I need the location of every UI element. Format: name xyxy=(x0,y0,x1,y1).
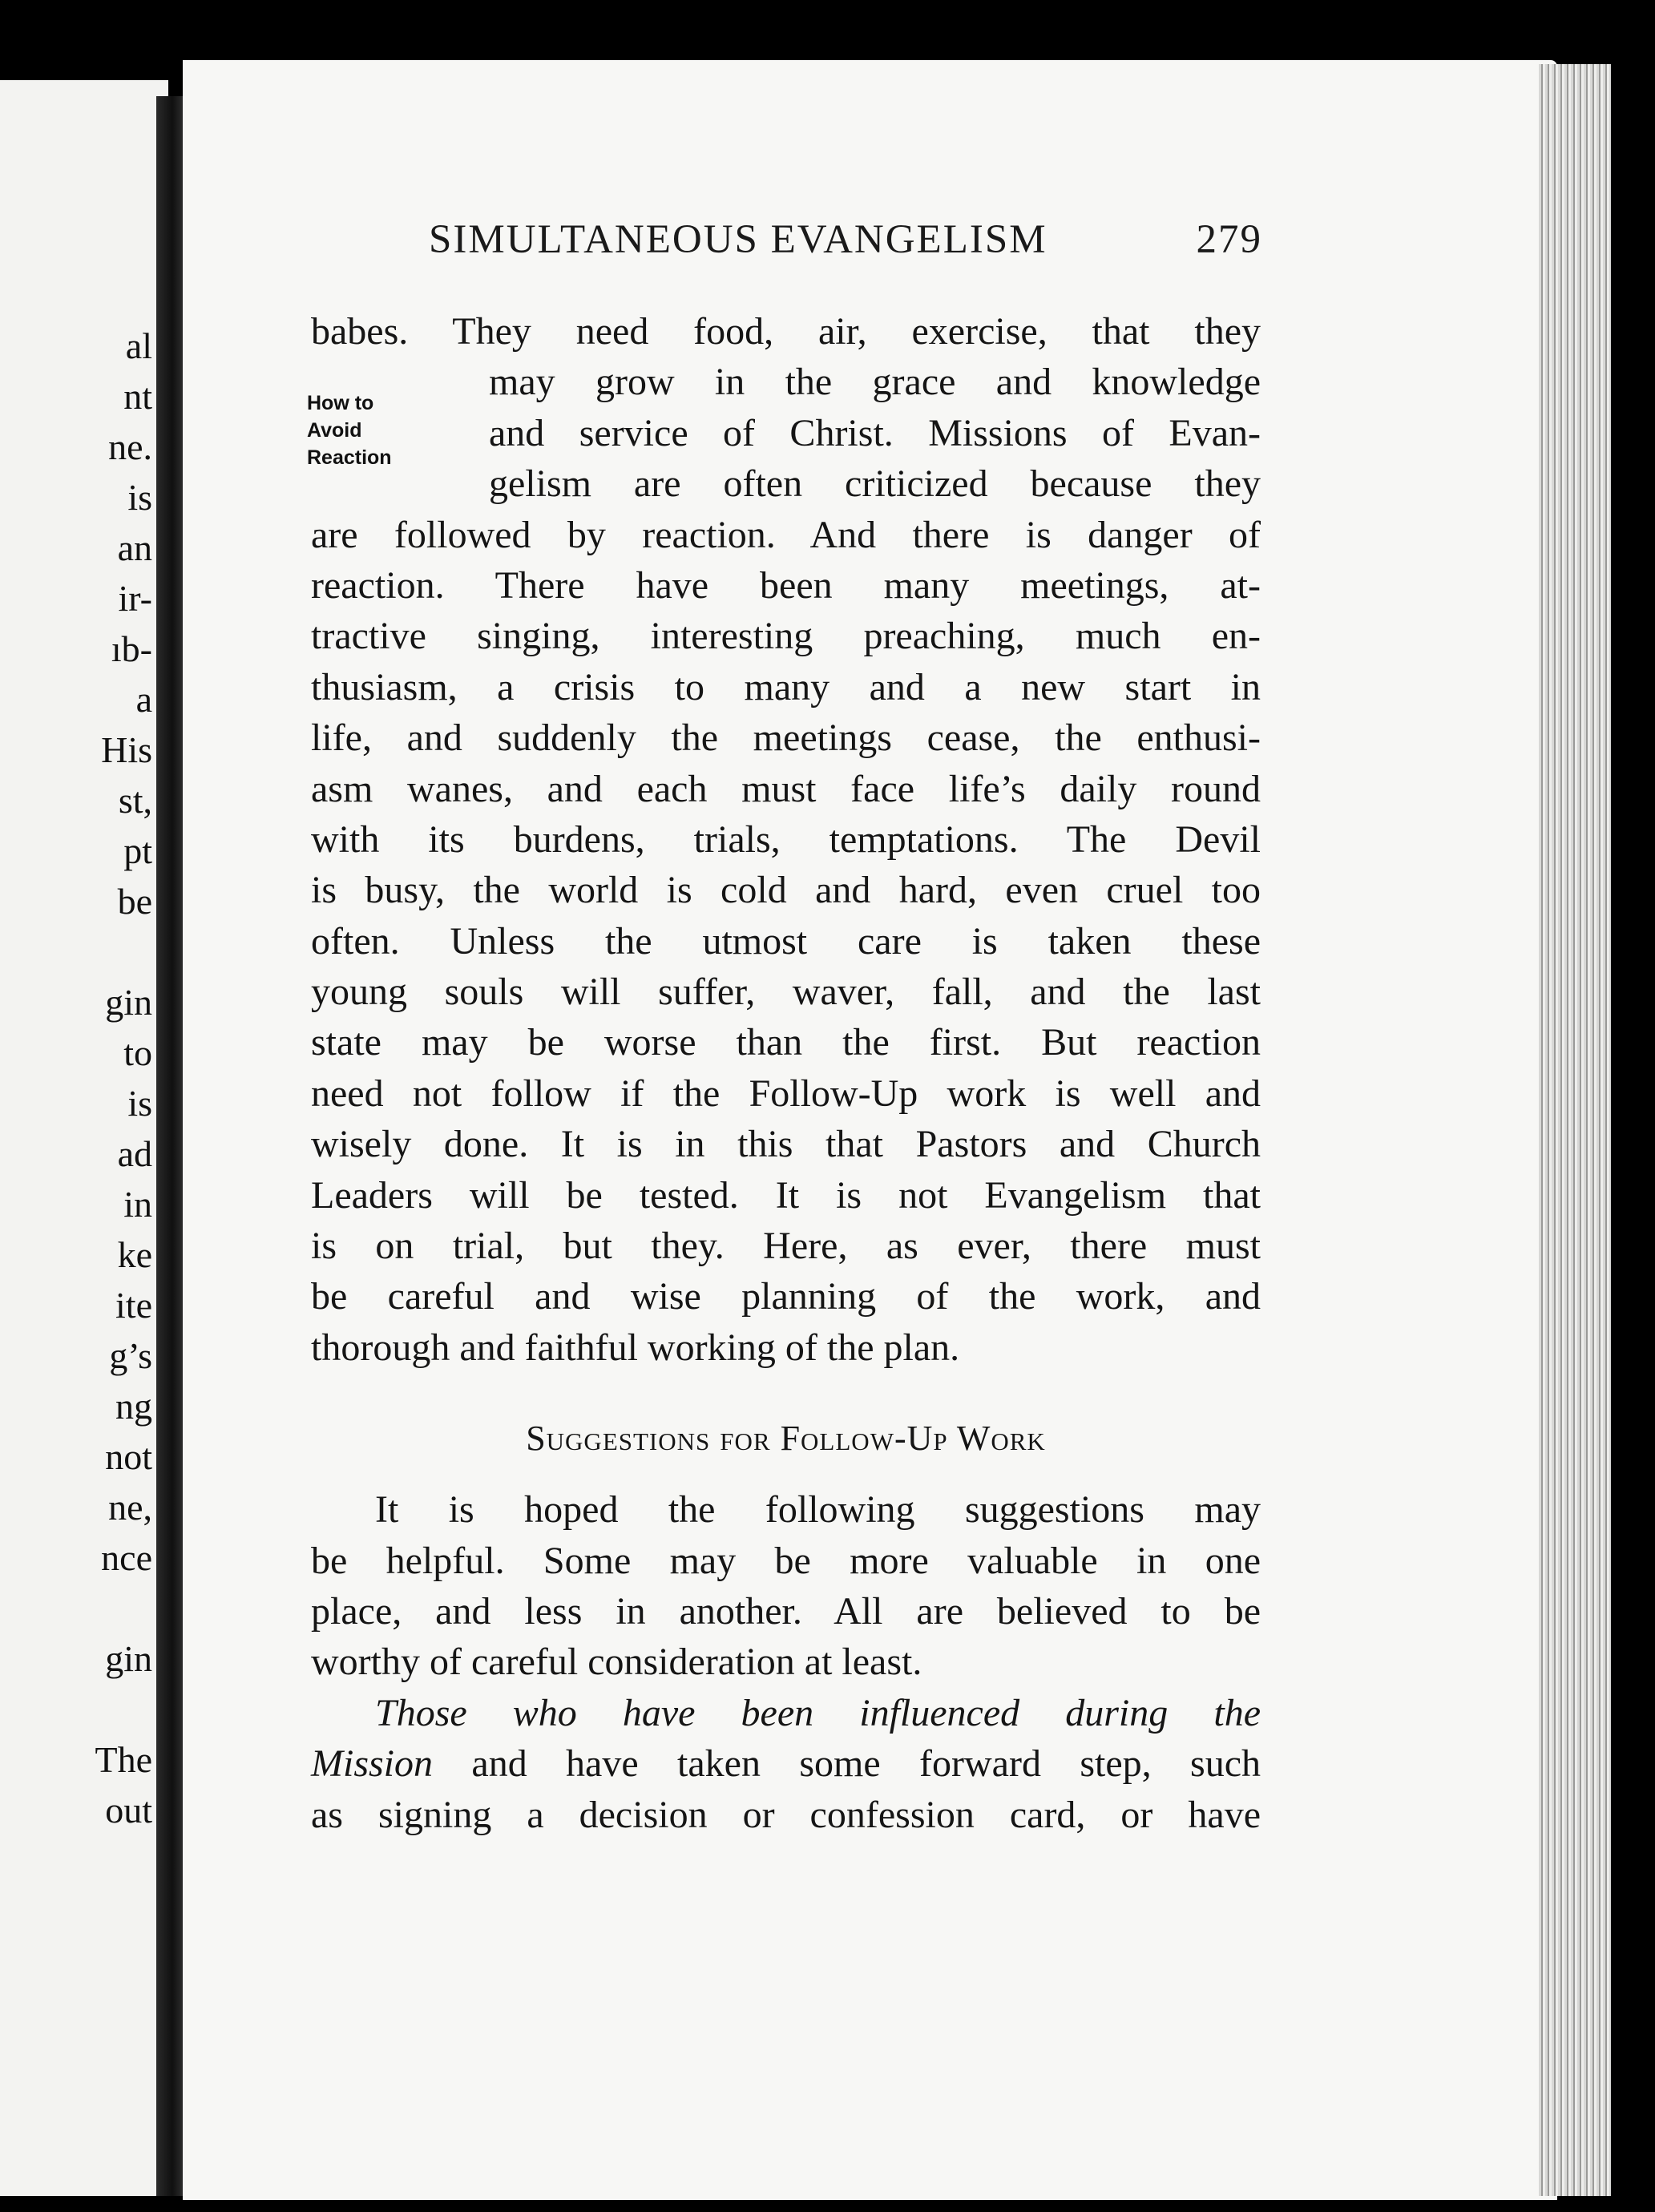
facing-page-fragment xyxy=(0,1583,152,1633)
facing-page-fragment: out xyxy=(105,1790,152,1831)
facing-page-fragment: ne. xyxy=(108,426,152,467)
facing-page-fragment: gin xyxy=(105,982,152,1023)
facing-page-fragment: an xyxy=(117,527,152,568)
text-line: reaction. There have been many meetings, at- xyxy=(311,563,1261,607)
facing-page-fragment: His xyxy=(101,729,152,770)
text-line: as signing a decision or confession card, or have xyxy=(311,1793,1261,1836)
facing-page-fragment xyxy=(0,1684,152,1734)
text-line: is on trial, but they. Here, as ever, there must xyxy=(311,1225,1261,1268)
italic-word: Mission xyxy=(311,1742,434,1786)
section-heading: Suggestions for Follow-Up Work xyxy=(526,1419,1046,1459)
text-line: Leaders will be tested. It is not Evangelism that xyxy=(311,1173,1261,1217)
facing-page-fragment: nt xyxy=(123,376,152,417)
facing-page-fragment: ıb- xyxy=(111,628,152,669)
text-line: place, and less in another. All are believed to be xyxy=(311,1589,1261,1633)
margin-note-line: Reaction xyxy=(307,446,392,469)
text-line: with its burdens, trials, temptations. The Devil xyxy=(311,817,1261,861)
text-line: tractive singing, interesting preaching, much en- xyxy=(311,615,1261,658)
text-line xyxy=(311,1738,1261,1789)
text-line: state may be worse than the first. But reaction xyxy=(311,1021,1261,1064)
facing-page-fragment xyxy=(0,926,152,977)
facing-page-fragment: pt xyxy=(123,830,152,871)
margin-note-line: How to xyxy=(307,392,374,414)
text-line: often. Unless the utmost care is taken these xyxy=(311,919,1261,963)
text-line: life, and suddenly the meetings cease, the enthusi- xyxy=(311,716,1261,760)
text-line: need not follow if the Follow-Up work is well and xyxy=(311,1072,1261,1115)
facing-page-fragment: ad xyxy=(117,1133,152,1174)
running-head-title: SIMULTANEOUS EVANGELISM xyxy=(429,217,1047,262)
text-run: and have taken some forward step, such xyxy=(433,1742,1261,1786)
facing-page-fragment: al xyxy=(125,325,152,366)
facing-page-fragment: a xyxy=(135,679,152,720)
page-number: 279 xyxy=(1196,217,1262,262)
text-line: thorough and faithful working of the plan. xyxy=(311,1326,960,1369)
facing-page-fragment: to xyxy=(123,1032,152,1073)
margin-note-line: Avoid xyxy=(307,419,362,442)
text-line: asm wanes, and each must face life’s daily round xyxy=(311,767,1261,810)
facing-page-fragment: st, xyxy=(118,780,152,821)
facing-page-fragment: gin xyxy=(105,1638,152,1679)
facing-page-fragment: g’s xyxy=(109,1335,152,1376)
text-line: young souls will suffer, waver, fall, and the last xyxy=(311,971,1261,1014)
facing-page-fragment: ir- xyxy=(118,578,152,619)
facing-page-fragment: nce xyxy=(101,1537,152,1578)
facing-page-fragment: is xyxy=(127,1083,152,1124)
facing-page-fragment: ke xyxy=(117,1234,152,1275)
text-line xyxy=(311,1688,1261,1738)
text-line: are followed by reaction. And there is danger of xyxy=(311,513,1261,556)
facing-page-fragment: is xyxy=(127,477,152,518)
text-line: is busy, the world is cold and hard, even cruel too xyxy=(311,869,1261,912)
text-line: be careful and wise planning of the work, and xyxy=(311,1275,1261,1318)
facing-page-text-fragments xyxy=(0,321,152,1835)
text-line: worthy of careful consideration at least. xyxy=(311,1641,922,1684)
facing-page-fragment: be xyxy=(117,881,152,922)
text-line: It is hoped the following suggestions may xyxy=(375,1488,1261,1532)
text-line: may grow in the grace and knowledge xyxy=(489,361,1261,404)
facing-page-fragment: The xyxy=(95,1739,152,1780)
page-edges xyxy=(1539,64,1611,2196)
facing-page-fragment: ne, xyxy=(108,1487,152,1528)
text-line: and service of Christ. Missions of Evan- xyxy=(489,411,1261,454)
text-line: thusiasm, a crisis to many and a new start in xyxy=(311,665,1261,708)
facing-page-fragment: ite xyxy=(115,1285,152,1326)
text-line: gelism are often criticized because they xyxy=(489,462,1261,506)
facing-page-fragment: in xyxy=(123,1184,152,1225)
text-line: be helpful. Some may be more valuable in one xyxy=(311,1539,1261,1582)
text-line: babes. They need food, air, exercise, that they xyxy=(311,310,1261,353)
text-line: wisely done. It is in this that Pastors and Church xyxy=(311,1123,1261,1166)
italic-phrase: Those who have been influenced during the xyxy=(375,1691,1261,1734)
facing-page-fragment: not xyxy=(105,1436,152,1477)
facing-page-fragment: ng xyxy=(115,1386,152,1427)
body-text xyxy=(311,306,1261,1840)
